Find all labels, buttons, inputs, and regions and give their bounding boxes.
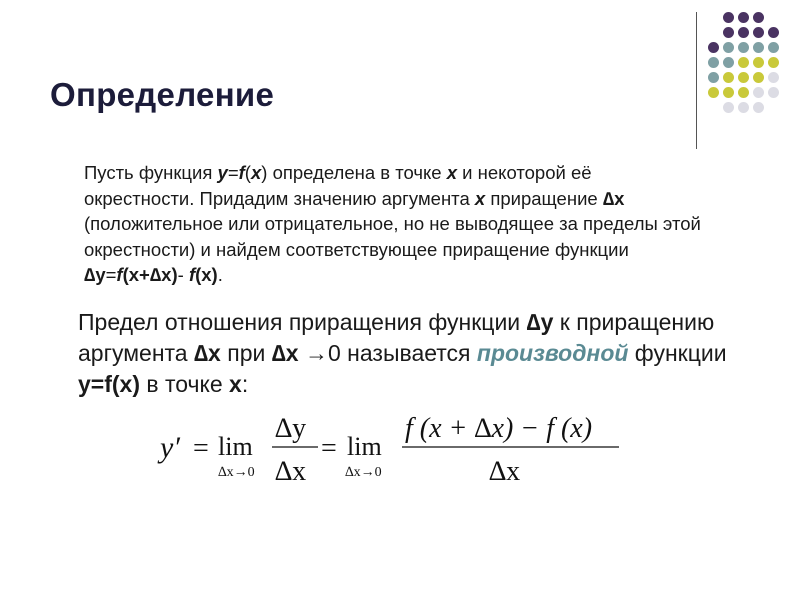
equals: =	[105, 264, 117, 285]
decorative-vertical-line	[696, 12, 697, 149]
formula-denominator: ∆x	[275, 456, 307, 487]
decorative-dot	[753, 102, 764, 113]
text: Предел отношения приращения функции	[78, 309, 527, 335]
delta-x: ∆x	[271, 340, 299, 366]
decorative-dot	[768, 87, 779, 98]
text: приращение	[485, 187, 603, 209]
var-f: f	[238, 162, 245, 183]
text: (положительное или отрицательное, но не выводящее за пределы этой окрестности) и найдем соответствующее приращение функции	[84, 213, 701, 260]
function-expression: y=f(x)	[78, 371, 140, 397]
minus: -	[177, 264, 189, 285]
decorative-dot	[723, 102, 734, 113]
var-f: f	[116, 264, 123, 285]
formula-denominator: ∆x	[489, 456, 521, 487]
formula-lim-subscript: ∆x→0	[218, 465, 255, 480]
var-x: x	[474, 187, 486, 209]
text: определена в точке	[267, 162, 447, 183]
decorative-dot	[753, 42, 764, 53]
decorative-dot	[738, 27, 749, 38]
delta-y: ∆y	[526, 309, 554, 335]
decorative-dot	[723, 57, 734, 68]
text: функции	[628, 340, 727, 366]
var-y: y	[217, 162, 228, 183]
decorative-dot	[708, 57, 719, 68]
period: .	[217, 264, 223, 285]
equals: =	[227, 162, 239, 183]
paragraph-derivative	[78, 307, 738, 400]
decorative-dot	[753, 57, 764, 68]
slide-title: Определение	[50, 76, 275, 113]
decorative-dot	[753, 87, 764, 98]
formula-numerator: f (x + ∆x) − f (x)	[405, 413, 593, 444]
formula-svg	[155, 405, 655, 495]
decorative-dot	[723, 12, 734, 23]
paren: (	[244, 162, 251, 183]
formula-equals: =	[321, 433, 337, 464]
text: Пусть функция	[84, 162, 218, 183]
text: и некоторой её окрестности. Придадим значению аргумента	[84, 162, 592, 209]
decorative-dot	[768, 42, 779, 53]
var-f: f	[188, 264, 196, 285]
text: →0 называется	[298, 340, 477, 366]
decorative-dot-grid	[0, 0, 800, 140]
argument: (x)	[195, 264, 218, 285]
formula-lim: lim	[218, 432, 253, 461]
decorative-dot	[768, 72, 779, 83]
highlighted-term: производной	[476, 340, 629, 366]
var-x: x	[229, 371, 242, 397]
formula-lim-subscript: ∆x→0	[345, 465, 382, 480]
derivative-formula	[155, 405, 655, 495]
text: в точке	[140, 371, 230, 397]
formula-lim: lim	[347, 432, 382, 461]
var-x: x	[250, 162, 262, 183]
decorative-dot	[723, 72, 734, 83]
decorative-dot	[753, 12, 764, 23]
paragraph-definition	[84, 160, 704, 288]
decorative-dot	[738, 12, 749, 23]
decorative-dot	[708, 72, 719, 83]
argument: (x+∆x)	[122, 264, 178, 285]
decorative-dot	[738, 87, 749, 98]
decorative-dot	[708, 87, 719, 98]
text: к приращению аргумента	[78, 309, 715, 366]
decorative-dot	[738, 102, 749, 113]
delta-y: ∆y	[84, 264, 106, 285]
decorative-dot	[708, 42, 719, 53]
decorative-dot	[753, 27, 764, 38]
decorative-dot	[723, 42, 734, 53]
formula-equals: =	[193, 433, 209, 464]
decorative-dot	[768, 27, 779, 38]
decorative-dot	[738, 57, 749, 68]
var-x: x	[446, 162, 458, 183]
text: при	[220, 340, 272, 366]
delta-x: ∆x	[602, 187, 625, 209]
decorative-dot	[768, 57, 779, 68]
delta-x: ∆x	[193, 340, 221, 366]
formula-lhs: y′	[160, 431, 180, 464]
decorative-dot	[738, 72, 749, 83]
decorative-dot	[753, 72, 764, 83]
formula-numerator: ∆y	[275, 413, 307, 444]
decorative-dot	[723, 87, 734, 98]
decorative-dot	[738, 42, 749, 53]
paren: )	[261, 162, 268, 183]
colon: :	[241, 371, 249, 397]
decorative-dot	[723, 27, 734, 38]
